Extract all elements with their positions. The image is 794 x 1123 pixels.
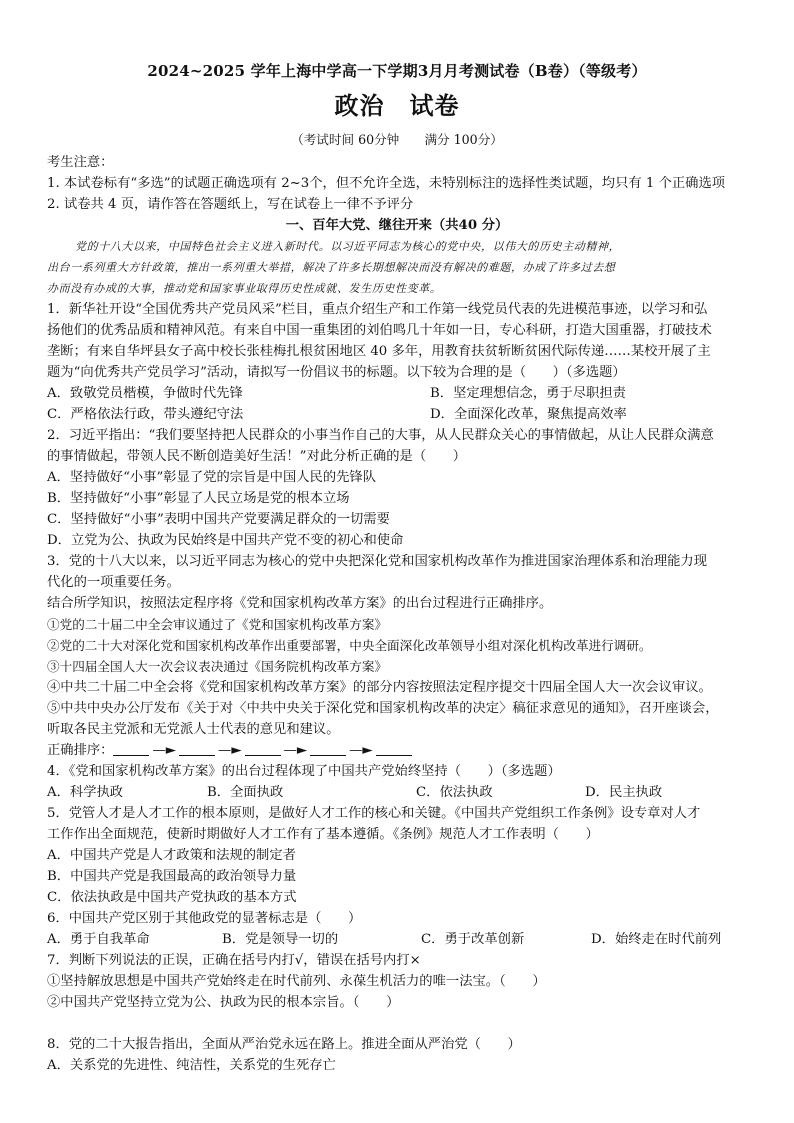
question-4-option-c: C．依法执政: [416, 785, 493, 800]
question-3-item: ⑤中共中央办公厅发布《关于对〈中共中央关于深化党和国家机构改革的决定〉稿征求意见的通知》，召开座谈会，: [47, 701, 719, 716]
question-2-option-d: D．立党为公、执政为民始终是中国共产党不变的初心和使命: [47, 533, 404, 548]
question-8-text: 8．党的二十大报告指出，全面从严治党永远在路上。推进全面从严治党（ ）: [47, 1037, 521, 1052]
question-6-option-b: B．党是领导一切的: [222, 932, 339, 947]
question-3-item: ②党的二十大对深化党和国家机构改革作出重要部署，中央全面深化改革领导小组对深化机构改革进行调研。: [47, 638, 652, 653]
question-4-text: 4．《党和国家机构改革方案》的出台过程体现了中国共产党始终坚持（ ）（多选题）: [47, 764, 561, 779]
question-3-item: ④中共二十届二中全会将《党和国家机构改革方案》的部分内容按照法定程序提交十四届全国人大一次会议审议。: [47, 680, 712, 695]
question-7-text: 7．判断下列说法的正误，正确在括号内打√，错误在括号内打×: [47, 953, 421, 968]
question-4-option-d: D．民主执政: [585, 785, 663, 800]
answer-blank[interactable]: [113, 743, 149, 756]
answer-label: 正确排序：: [47, 743, 114, 758]
exam-title: 2024~2025 学年上海中学高一下学期3月月考测试卷（B卷）（等级考）: [147, 62, 647, 80]
question-1-option-b: B．坚定理想信念，勇于尽职担责: [430, 386, 626, 401]
arrow-icon: —►: [349, 743, 373, 758]
question-5-option-c: C．依法执政是中国共产党执政的基本方式: [47, 890, 297, 905]
question-6-text: 6．中国共产党区别于其他政党的显著标志是（ ）: [47, 911, 362, 926]
section-intro-line: 办而没有办成的大事，推动党和国家事业取得历史性成就、发生历史性变革。: [47, 282, 442, 295]
arrow-icon: —►: [152, 743, 177, 758]
question-8-option-a: A．关系党的先进性、纯洁性，关系党的生死存亡: [47, 1058, 336, 1073]
question-5-text: 5．党管人才是人才工作的根本原则，是做好人才工作的核心和关键。《中国共产党组织工作条例》设专章对人才: [47, 806, 701, 821]
question-1-text: 题为“向优秀共产党员学习”活动，请拟写一份倡议书的标题。以下较为合理的是（ ）（多选题）: [47, 365, 626, 380]
question-4-option-b: B．全面执政: [207, 785, 284, 800]
question-3-item: ③十四届全国人大一次会议表决通过《国务院机构改革方案》: [47, 659, 388, 674]
notice-item-1: 1. 本试卷标有“多选”的试题正确选项有 2~3个，但不允许全选，未特别标注的选择性类试题，均只有 1 个正确选项: [47, 176, 726, 191]
question-6-option-a: A．勇于自我革命: [47, 932, 150, 947]
question-3-text: 结合所学知识，按照法定程序将《党和国家机构改革方案》的出台过程进行正确排序。: [47, 596, 553, 611]
notice-item-2: 2. 试卷共 4 页，请作答在答题纸上，写在试卷上一律不予评分: [47, 197, 414, 212]
question-1-option-d: D．全面深化改革，聚焦提高效率: [430, 407, 627, 422]
answer-blank[interactable]: [179, 743, 215, 756]
question-3-answer-row: [47, 741, 412, 761]
notice-heading: 考生注意：: [47, 155, 114, 170]
section-title: 一、百年大党、继往开来（共40 分）: [285, 218, 509, 233]
question-3-item: 听取各民主党派和无党派人士代表的意见和建议。: [47, 722, 340, 737]
arrow-icon: —►: [218, 743, 242, 758]
subject-title: 政治 试卷: [334, 91, 460, 120]
exam-time-info: （考试时间 60分钟 满分 100分）: [291, 132, 503, 147]
question-2-option-a: A．坚持做好“小事”彰显了党的宗旨是中国人民的先锋队: [47, 470, 377, 485]
question-7-item: ②中国共产党坚持立党为公、执政为民的根本宗旨。（ ）: [47, 995, 400, 1010]
question-2-option-b: B．坚持做好“小事”彰显了人民立场是党的根本立场: [47, 491, 350, 506]
question-3-text: 代化的一项重要任务。: [47, 575, 180, 590]
question-2-text: 的事情做起，带领人民不断创造美好生活！”对此分析正确的是（ ）: [47, 449, 466, 464]
question-7-item: ①坚持解放思想是中国共产党始终走在时代前列、永葆生机活力的唯一法宝。（ ）: [47, 974, 546, 989]
question-1-text: 垄断；有来自华坪县女子高中校长张桂梅扎根贫困地区 40 多年，用教育扶贫斩断贫困代际传递……某校开展了主: [47, 344, 711, 359]
question-6-option-d: D．始终走在时代前列: [591, 932, 722, 947]
question-2-option-c: C．坚持做好“小事”表明中国共产党要满足群众的一切需要: [47, 512, 390, 527]
question-5-text: 工作作出全面规范，使新时期做好人才工作有了基本遵循。《条例》规范人才工作表明（ ）: [47, 827, 599, 842]
question-6-option-c: C．勇于改革创新: [421, 932, 525, 947]
question-1-text: 1．新华社开设“全国优秀共产党员风采”栏目，重点介绍生产和工作第一线党员代表的先进模范事迹，以学习和弘: [47, 302, 708, 317]
arrow-icon: —►: [283, 743, 308, 758]
question-4-option-a: A．科学执政: [47, 785, 124, 800]
question-5-option-b: B．中国共产党是我国最高的政治领导力量: [47, 869, 297, 884]
question-1-text: 扬他们的优秀品质和精神风范。有来自中国一重集团的刘伯鸣几十年如一日，专心科研，打造大国重器，打破技术: [47, 323, 712, 338]
question-3-item: ①党的二十届二中全会审议通过了《党和国家机构改革方案》: [47, 617, 388, 632]
question-5-option-a: A．中国共产党是人才政策和法规的制定者: [47, 848, 296, 863]
answer-blank[interactable]: [310, 743, 346, 756]
question-3-text: 3．党的十八大以来，以习近平同志为核心的党中央把深化党和国家机构改革作为推进国家治理体系和治理能力现: [47, 554, 708, 569]
question-1-option-c: C．严格依法行政，带头遵纪守法: [47, 407, 244, 422]
question-1-option-a: A．致敬党员楷模，争做时代先锋: [47, 386, 243, 401]
answer-blank[interactable]: [245, 743, 281, 756]
question-2-text: 2．习近平指出：“我们要坚持把人民群众的小事当作自己的大事，从人民群众关心的事情做起，从让人民群众满意: [47, 428, 714, 443]
answer-blank[interactable]: [376, 743, 412, 756]
section-intro-line: 出台一系列重大方针政策，推出一系列重大举措，解决了许多长期想解决而没有解决的难题，办成了许多过去想: [47, 261, 616, 274]
section-intro-line: 党的十八大以来，中国特色社会主义进入新时代。以习近平同志为核心的党中央，以伟大的历史主动精神，: [75, 240, 621, 253]
